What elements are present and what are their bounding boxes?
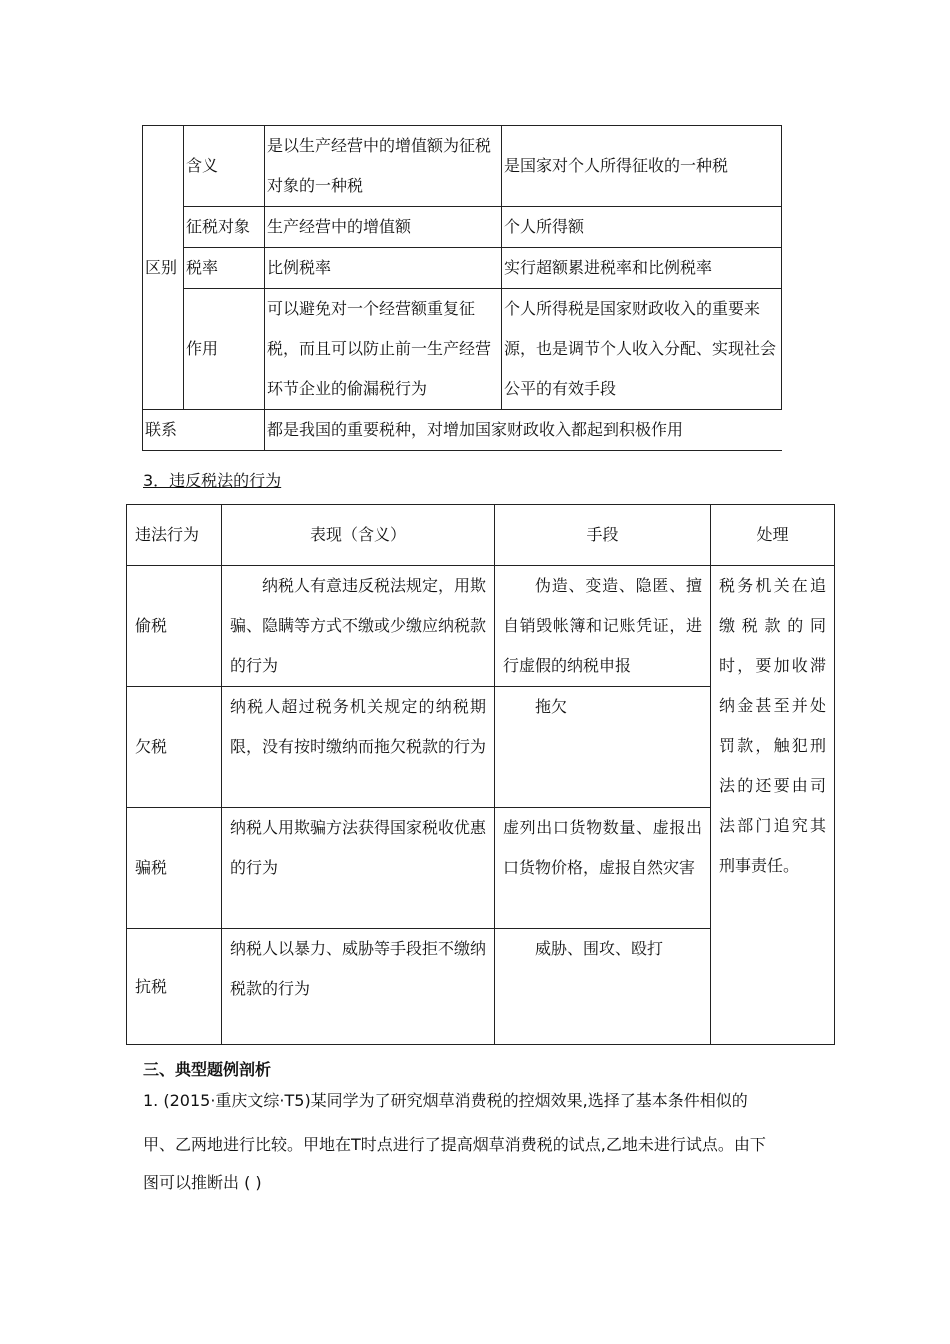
vat-object: 生产经营中的增值额	[265, 207, 502, 248]
vat-effect: 可以避免对一个经营额重复征税，而且可以防止前一生产经营环节企业的偷漏税行为	[265, 289, 502, 410]
means-tax-resistance: 威胁、围攻、殴打	[495, 929, 711, 1045]
vat-rate: 比例税率	[265, 248, 502, 289]
header-means: 手段	[495, 505, 711, 566]
income-tax-rate: 实行超额累进税率和比例税率	[502, 248, 782, 289]
header-manifestation: 表现（含义）	[222, 505, 495, 566]
violation-tax-fraud: 骗税	[127, 808, 222, 929]
means-tax-evasion: 伪造、变造、隐匿、擅自销毁帐簿和记账凭证，进行虚假的纳税申报	[495, 566, 711, 687]
section-3-title: 3．违反税法的行为	[143, 471, 282, 490]
row-label-object: 征税对象	[184, 207, 265, 248]
tax-comparison-table	[142, 125, 782, 451]
income-tax-object: 个人所得额	[502, 207, 782, 248]
desc-tax-fraud: 纳税人用欺骗方法获得国家税收优惠的行为	[222, 808, 495, 929]
question-line-1: 1. (2015·重庆文综·T5)某同学为了研究烟草消费税的控烟效果,选择了基本条件相似的	[143, 1091, 748, 1110]
desc-tax-resistance: 纳税人以暴力、威胁等手段拒不缴纳税款的行为	[222, 929, 495, 1045]
row-label-meaning: 含义	[184, 126, 265, 207]
means-tax-fraud: 虚列出口货物数量、虚报出口货物价格，虚报自然灾害	[495, 808, 711, 929]
tax-violation-table	[126, 504, 835, 1045]
question-line-3: 图可以推断出 ( )	[143, 1173, 262, 1192]
link-label: 联系	[143, 410, 265, 451]
violation-tax-evasion: 偷税	[127, 566, 222, 687]
handling-text: 税务机关在追缴税款的同时，要加收滞纳金甚至并处罚款，触犯刑法的还要由司法部门追究其刑事责任。	[711, 566, 835, 1045]
difference-label: 区别	[143, 126, 184, 410]
row-label-effect: 作用	[184, 289, 265, 410]
desc-tax-arrears: 纳税人超过税务机关规定的纳税期限，没有按时缴纳而拖欠税款的行为	[222, 687, 495, 808]
link-text: 都是我国的重要税种，对增加国家财政收入都起到积极作用	[265, 410, 782, 451]
violation-tax-resistance: 抗税	[127, 929, 222, 1045]
means-tax-arrears: 拖欠	[495, 687, 711, 808]
income-tax-meaning: 是国家对个人所得征收的一种税	[502, 126, 782, 207]
vat-meaning: 是以生产经营中的增值额为征税对象的一种税	[265, 126, 502, 207]
desc-tax-evasion: 纳税人有意违反税法规定，用欺骗、隐瞒等方式不缴或少缴应纳税款的行为	[222, 566, 495, 687]
violation-tax-arrears: 欠税	[127, 687, 222, 808]
question-line-2: 甲、乙两地进行比较。甲地在T时点进行了提高烟草消费税的试点,乙地未进行试点。由下	[143, 1135, 766, 1154]
header-handling: 处理	[711, 505, 835, 566]
income-tax-effect: 个人所得税是国家财政收入的重要来源，也是调节个人收入分配、实现社会公平的有效手段	[502, 289, 782, 410]
row-label-rate: 税率	[184, 248, 265, 289]
header-violation: 违法行为	[127, 505, 222, 566]
section-heading: 三、典型题例剖析	[143, 1060, 272, 1079]
